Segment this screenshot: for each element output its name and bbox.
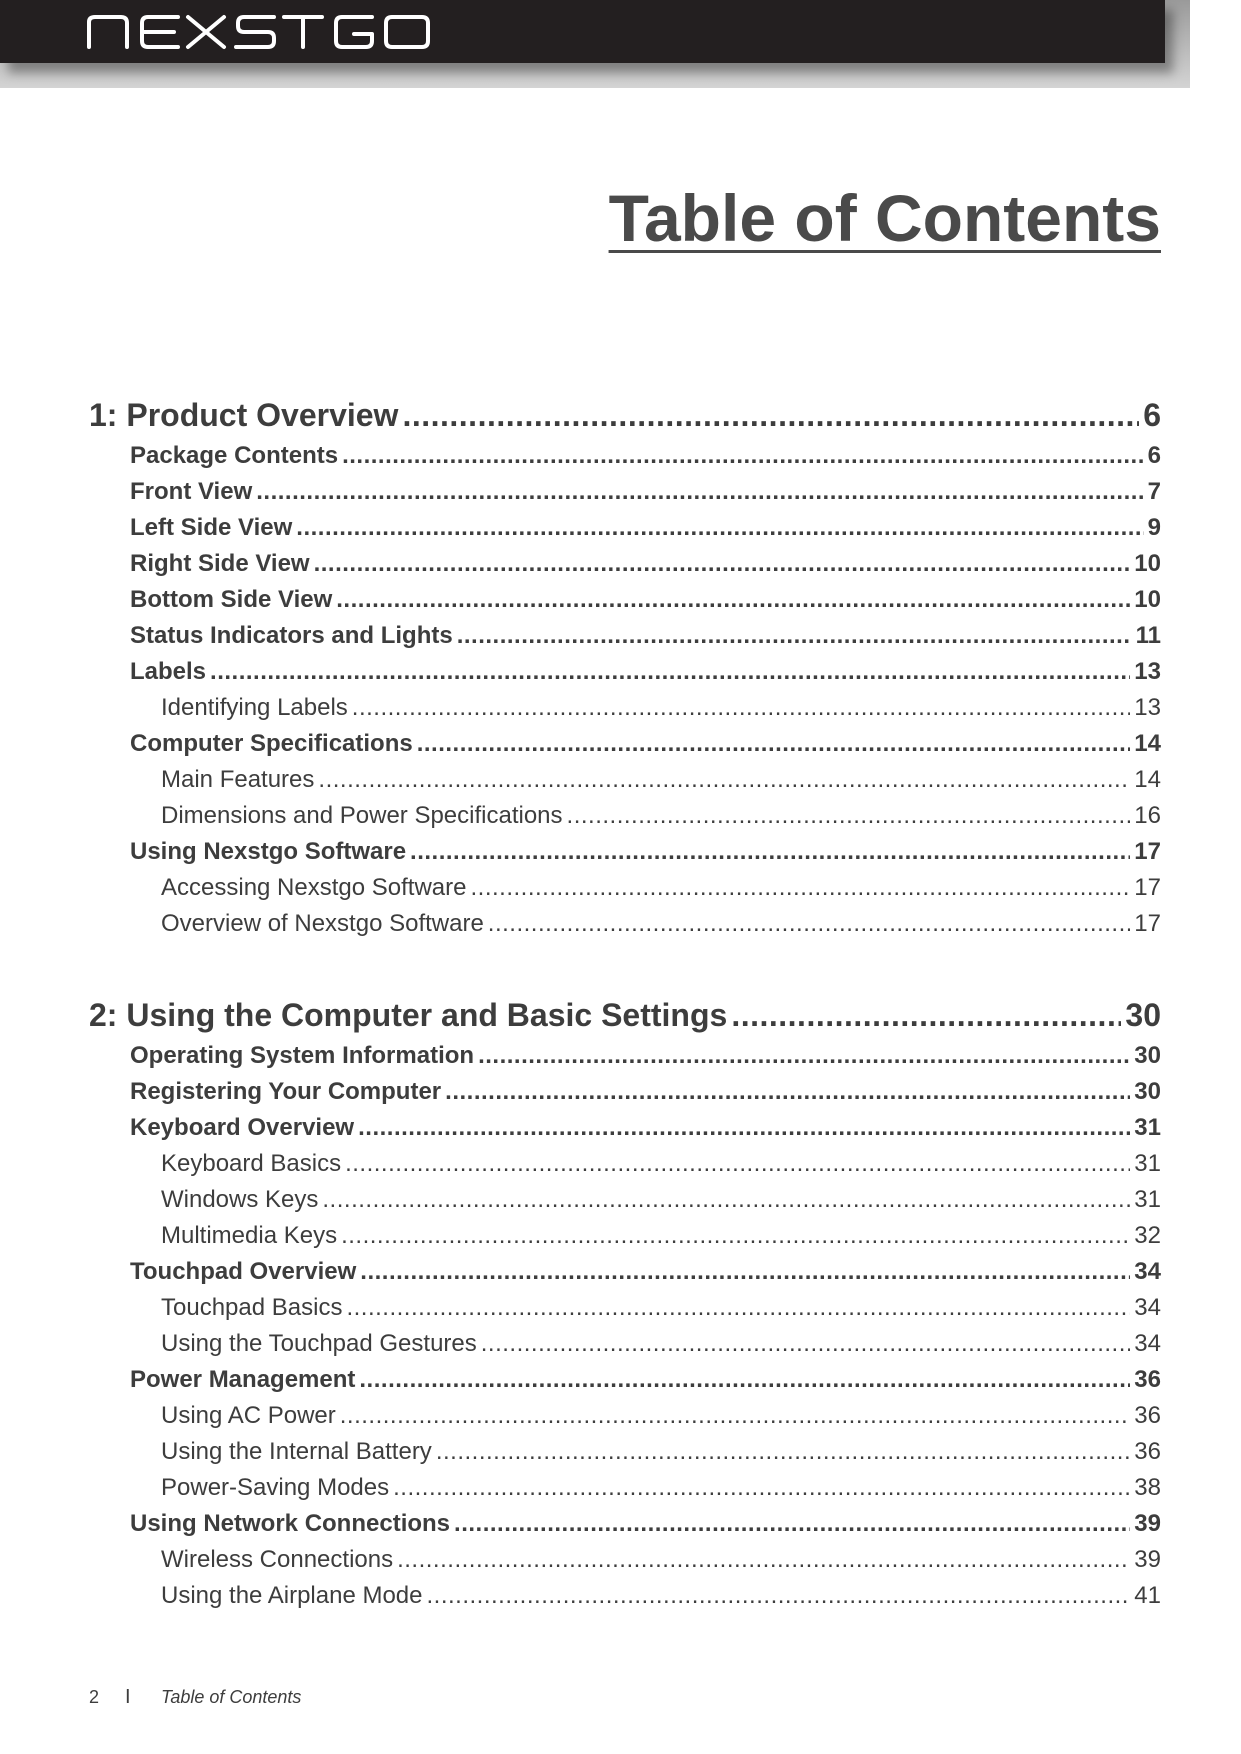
brand-logo (86, 14, 446, 50)
header-bar (0, 0, 1165, 63)
toc-entry-label: 2: Using the Computer and Basic Settings (89, 997, 728, 1033)
toc-entry-page: 34 (1134, 1294, 1161, 1321)
leader-dots (427, 1578, 1131, 1614)
toc-entry-page: 14 (1134, 766, 1161, 793)
toc-entry-label: Package Contents (130, 442, 339, 469)
toc-entry-page: 10 (1134, 586, 1161, 613)
toc-entry-label: Touchpad Basics (161, 1294, 343, 1321)
leader-dots (345, 1146, 1130, 1182)
leader-dots (314, 546, 1131, 582)
toc-subsection[interactable] (89, 1182, 1161, 1218)
toc-entry-page: 30 (1134, 1078, 1161, 1105)
toc-entry-label: Dimensions and Power Specifications (161, 802, 563, 829)
toc-entry-label: Computer Specifications (130, 730, 413, 757)
toc-entry-label: Touchpad Overview (130, 1258, 357, 1285)
toc-subsection[interactable] (89, 1146, 1161, 1182)
leader-dots (346, 1290, 1130, 1326)
toc-section[interactable] (89, 1110, 1161, 1146)
toc-entry-page: 7 (1147, 478, 1161, 505)
leader-dots (445, 1074, 1130, 1110)
toc-entry-page: 30 (1125, 997, 1161, 1033)
toc-section[interactable] (89, 1506, 1161, 1542)
toc-section[interactable] (89, 1254, 1161, 1290)
toc-entry-page: 36 (1134, 1402, 1161, 1429)
toc-entry-label: Bottom Side View (130, 586, 333, 613)
toc-entry-page: 17 (1134, 838, 1161, 865)
leader-dots (417, 726, 1131, 762)
toc-entry-page: 11 (1135, 622, 1161, 649)
toc-entry-page: 36 (1134, 1438, 1161, 1465)
toc-entry-label: Left Side View (130, 514, 293, 541)
toc-section[interactable] (89, 1038, 1161, 1074)
toc-entry-label: Power Management (130, 1366, 356, 1393)
leader-dots (322, 1182, 1130, 1218)
leader-dots (341, 1218, 1130, 1254)
toc-entry-page: 32 (1134, 1222, 1161, 1249)
page-footer (89, 1686, 301, 1709)
toc-section[interactable] (89, 1074, 1161, 1110)
toc-entry-label: Using the Airplane Mode (161, 1582, 423, 1609)
toc-section[interactable] (89, 654, 1161, 690)
toc-entry-page: 13 (1134, 658, 1161, 685)
leader-dots (256, 474, 1143, 510)
toc-entry-label: Front View (130, 478, 253, 505)
toc-entry-page: 30 (1134, 1042, 1161, 1069)
toc-entry-label: Labels (130, 658, 207, 685)
toc-entry-label: Using the Touchpad Gestures (161, 1330, 477, 1357)
toc-entry-label: Windows Keys (161, 1186, 319, 1213)
toc-subsection[interactable] (89, 1434, 1161, 1470)
toc-entry-label: Wireless Connections (161, 1546, 394, 1573)
toc-entry-label: 1: Product Overview (89, 397, 399, 433)
leader-dots (457, 618, 1132, 654)
toc-entry-label: Operating System Information (130, 1042, 475, 1069)
leader-dots (402, 392, 1139, 438)
leader-dots (410, 834, 1130, 870)
toc-section[interactable] (89, 438, 1161, 474)
toc-subsection[interactable] (89, 762, 1161, 798)
leader-dots (393, 1470, 1130, 1506)
toc-entry-page: 36 (1134, 1366, 1161, 1393)
toc-section[interactable] (89, 726, 1161, 762)
leader-dots (342, 438, 1144, 474)
toc-entry-label: Keyboard Basics (161, 1150, 342, 1177)
toc-entry-label: Multimedia Keys (161, 1222, 338, 1249)
leader-dots (478, 1038, 1130, 1074)
toc-section[interactable] (89, 546, 1161, 582)
leader-dots (454, 1506, 1130, 1542)
leader-dots (210, 654, 1130, 690)
table-of-contents (89, 392, 1161, 1614)
toc-subsection[interactable] (89, 1470, 1161, 1506)
toc-subsection[interactable] (89, 1326, 1161, 1362)
toc-entry-page: 16 (1134, 802, 1161, 829)
toc-entry-page: 31 (1134, 1114, 1161, 1141)
toc-entry-page: 41 (1134, 1582, 1161, 1609)
leader-dots (336, 582, 1130, 618)
toc-entry-page: 39 (1134, 1510, 1161, 1537)
toc-entry-label: Right Side View (130, 550, 310, 577)
toc-subsection[interactable] (89, 1398, 1161, 1434)
toc-entry-page: 9 (1147, 514, 1161, 541)
leader-dots (470, 870, 1130, 906)
toc-entry-page: 13 (1134, 694, 1161, 721)
toc-entry-label: Accessing Nexstgo Software (161, 874, 467, 901)
leader-dots (360, 1254, 1130, 1290)
toc-entry-page: 31 (1134, 1150, 1161, 1177)
leader-dots (436, 1434, 1130, 1470)
toc-subsection[interactable] (89, 798, 1161, 834)
leader-dots (488, 906, 1131, 942)
toc-entry-page: 17 (1134, 910, 1161, 937)
toc-entry-page: 38 (1134, 1474, 1161, 1501)
toc-entry-label: Main Features (161, 766, 315, 793)
toc-entry-page: 34 (1134, 1258, 1161, 1285)
toc-section[interactable] (89, 618, 1161, 654)
page-title: Table of Contents (608, 181, 1161, 255)
toc-entry-label: Power-Saving Modes (161, 1474, 390, 1501)
toc-subsection[interactable] (89, 906, 1161, 942)
toc-entry-label: Status Indicators and Lights (130, 622, 453, 649)
toc-entry-label: Keyboard Overview (130, 1114, 355, 1141)
leader-dots (340, 1398, 1131, 1434)
toc-entry-page: 14 (1134, 730, 1161, 757)
toc-chapter-heading[interactable] (89, 992, 1161, 1038)
toc-entry-page: 39 (1134, 1546, 1161, 1573)
toc-subsection[interactable] (89, 1578, 1161, 1614)
toc-entry-label: Using Nexstgo Software (130, 838, 407, 865)
toc-subsection[interactable] (89, 870, 1161, 906)
footer-section-title: Table of Contents (161, 1687, 302, 1707)
leader-dots (296, 510, 1143, 546)
toc-entry-label: Overview of Nexstgo Software (161, 910, 484, 937)
toc-section[interactable] (89, 510, 1161, 546)
toc-subsection[interactable] (89, 1218, 1161, 1254)
toc-entry-page: 6 (1143, 397, 1161, 433)
toc-chapter-heading[interactable] (89, 392, 1161, 438)
toc-subsection[interactable] (89, 1290, 1161, 1326)
footer-page-number: 2 (89, 1687, 100, 1707)
toc-entry-page: 31 (1134, 1186, 1161, 1213)
toc-entry-label: Identifying Labels (161, 694, 348, 721)
toc-entry-label: Using AC Power (161, 1402, 336, 1429)
toc-chapter (89, 992, 1161, 1614)
toc-entry-label: Using Network Connections (130, 1510, 451, 1537)
toc-section[interactable] (89, 1362, 1161, 1398)
toc-section[interactable] (89, 834, 1161, 870)
toc-entry-label: Registering Your Computer (130, 1078, 442, 1105)
leader-dots (358, 1110, 1130, 1146)
toc-section[interactable] (89, 582, 1161, 618)
leader-dots (359, 1362, 1130, 1398)
toc-section[interactable] (89, 474, 1161, 510)
toc-subsection[interactable] (89, 690, 1161, 726)
toc-subsection[interactable] (89, 1542, 1161, 1578)
toc-entry-page: 34 (1134, 1330, 1161, 1357)
leader-dots (731, 992, 1121, 1038)
leader-dots (352, 690, 1131, 726)
leader-dots (567, 798, 1131, 834)
leader-dots (397, 1542, 1130, 1578)
toc-chapter (89, 392, 1161, 942)
toc-entry-page: 10 (1134, 550, 1161, 577)
toc-entry-page: 17 (1134, 874, 1161, 901)
toc-entry-page: 6 (1147, 442, 1161, 469)
leader-dots (318, 762, 1130, 798)
footer-separator: I (125, 1686, 131, 1708)
toc-entry-label: Using the Internal Battery (161, 1438, 432, 1465)
leader-dots (481, 1326, 1131, 1362)
